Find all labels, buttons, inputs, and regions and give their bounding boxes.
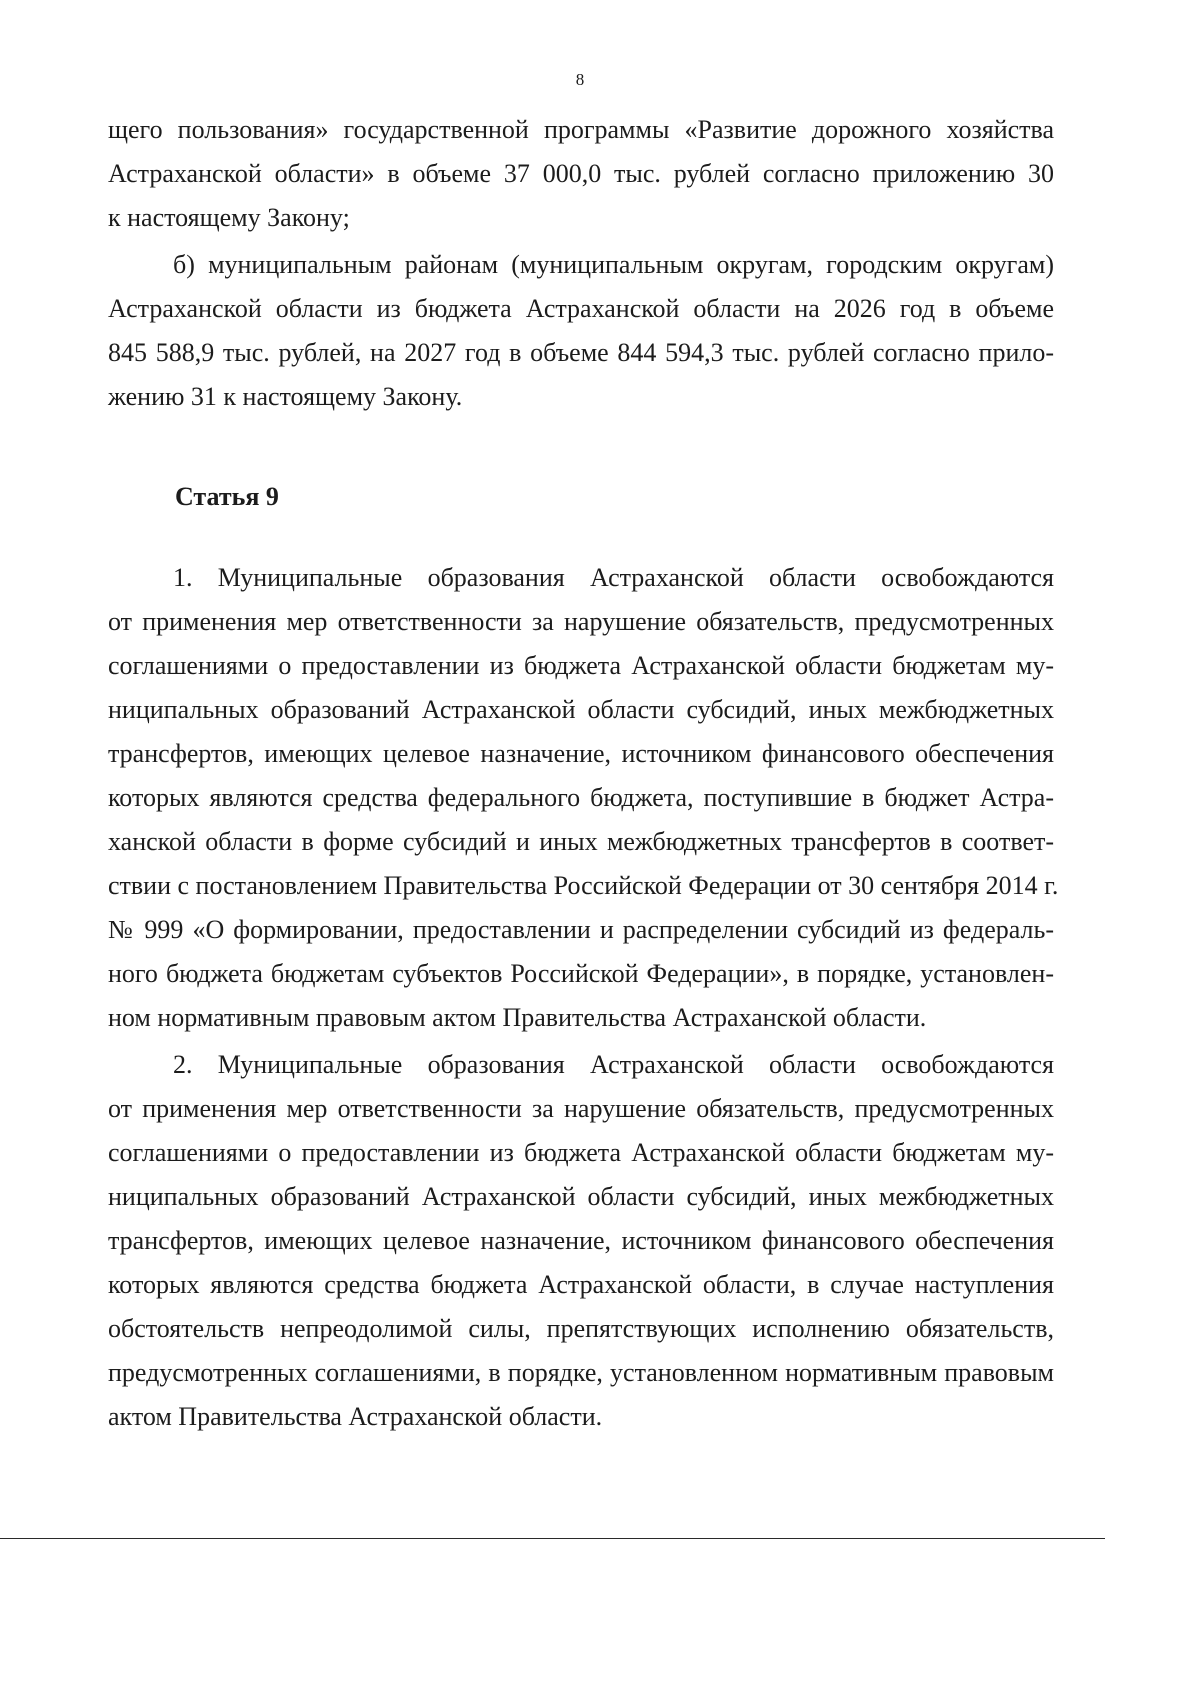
clause-line: ном нормативным правовым актом Правительства Астраханской области. xyxy=(108,1003,927,1032)
clause-line: от применения мер ответственности за нарушение обязательств, предусмотренных xyxy=(108,607,1054,636)
clause-line: которых являются средства федерального бюджета, поступившие в бюджет Астра- xyxy=(108,783,1054,812)
clause-line: обстоятельств непреодолимой силы, препятствующих исполнению обязательств, xyxy=(108,1314,1054,1343)
clause-line: от применения мер ответственности за нарушение обязательств, предусмотренных xyxy=(108,1094,1054,1123)
clause-line: ствии с постановлением Правительства Российской Федерации от 30 сентября 2014 г. xyxy=(108,871,1059,900)
clause-line: ниципальных образований Астраханской области субсидий, иных межбюджетных xyxy=(108,695,1054,724)
paragraph-line: к настоящему Закону; xyxy=(108,203,350,232)
paragraph-line: Астраханской области» в объеме 37 000,0 тыс. рублей согласно приложению 30 xyxy=(108,159,1054,188)
clause-line: соглашениями о предоставлении из бюджета Астраханской области бюджетам му- xyxy=(108,1138,1054,1167)
clause-line: предусмотренных соглашениями, в порядке, установленном нормативным правовым xyxy=(108,1358,1054,1387)
clause-line: № 999 «О формировании, предоставлении и распределении субсидий из федераль- xyxy=(108,915,1054,944)
page-number: 8 xyxy=(575,70,585,89)
clause-line: 2. Муниципальные образования Астраханской области освобождаются xyxy=(173,1050,1054,1079)
paragraph-line: 845 588,9 тыс. рублей, на 2027 год в объеме 844 594,3 тыс. рублей согласно прило- xyxy=(108,338,1054,367)
clause-line: актом Правительства Астраханской области. xyxy=(108,1402,603,1431)
paragraph-line: Астраханской области из бюджета Астраханской области на 2026 год в объеме xyxy=(108,294,1054,323)
clause-line: которых являются средства бюджета Астраханской области, в случае наступления xyxy=(108,1270,1054,1299)
clause-line: трансфертов, имеющих целевое назначение, источником финансового обеспечения xyxy=(108,739,1054,768)
clause-line: ного бюджета бюджетам субъектов Российской Федерации», в порядке, установлен- xyxy=(108,959,1054,988)
paragraph-line: щего пользования» государственной программы «Развитие дорожного хозяйства xyxy=(108,115,1054,144)
paragraph-line: жению 31 к настоящему Закону. xyxy=(108,382,463,411)
clause-line: ханской области в форме субсидий и иных межбюджетных трансфертов в соответ- xyxy=(108,827,1054,856)
clause-line: 1. Муниципальные образования Астраханской области освобождаются xyxy=(173,563,1054,592)
page-bottom-rule xyxy=(0,1538,1105,1539)
clause-line: трансфертов, имеющих целевое назначение, источником финансового обеспечения xyxy=(108,1226,1054,1255)
article-heading: Статья 9 xyxy=(175,482,279,511)
clause-line: ниципальных образований Астраханской области субсидий, иных межбюджетных xyxy=(108,1182,1054,1211)
paragraph-line: б) муниципальным районам (муниципальным округам, городским округам) xyxy=(173,250,1054,279)
clause-line: соглашениями о предоставлении из бюджета Астраханской области бюджетам му- xyxy=(108,651,1054,680)
